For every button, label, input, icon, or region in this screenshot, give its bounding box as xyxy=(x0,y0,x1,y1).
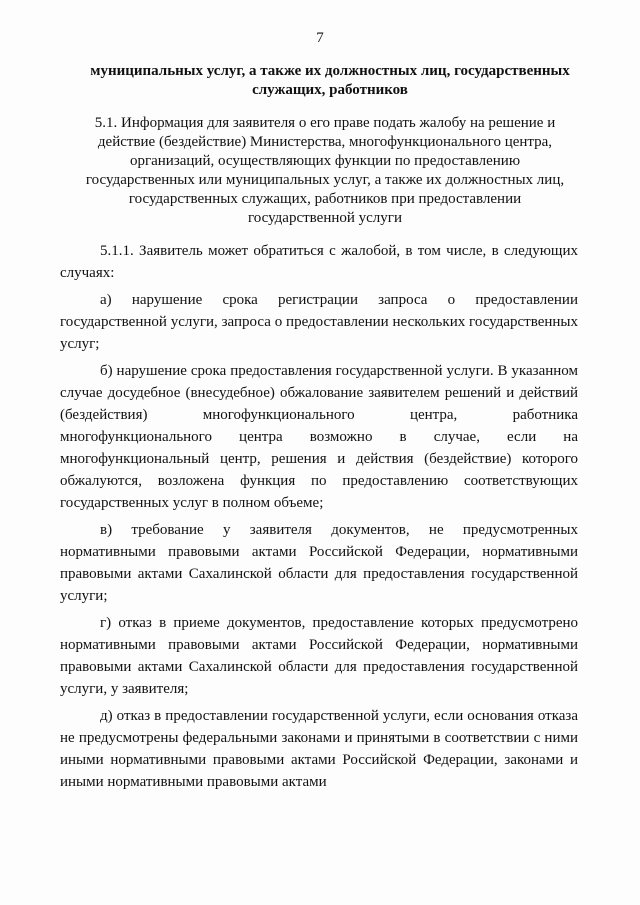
paragraph: в) требование у заявителя документов, не предусмотренных нормативными правовыми актами Российской Федерации, нормативными правовыми актами Сахалинской области для предоставления государственной услуги; xyxy=(60,522,578,604)
body-text xyxy=(60,240,578,794)
page-number: 7 xyxy=(316,30,324,46)
section-heading-line: служащих, работников xyxy=(252,82,408,98)
subsection-heading xyxy=(60,114,590,228)
subsection-heading-line: государственных служащих, работников при предоставлении xyxy=(128,191,522,207)
subsection-heading-line: 5.1. Информация для заявителя о его праве подать жалобу на решение и xyxy=(94,115,556,131)
paragraph: б) нарушение срока предоставления государственной услуги. В указанном случае досудебное (внесудебное) обжалование заявителем решений и действий (бездействия) многофункционального центра, работника многофункционального центра возможно в случае, если на многофункциональный центр, решения и действия (бездействие) которого обжалуются, возложена функция по предоставлению соответствующих государственных услуг в полном объеме; xyxy=(60,363,578,511)
subsection-heading-line: государственных или муниципальных услуг, а также их должностных лиц, xyxy=(85,172,565,188)
section-heading xyxy=(80,62,580,100)
subsection-heading-line: организаций, осуществляющих функции по предоставлению xyxy=(129,153,521,169)
paragraph: 5.1.1. Заявитель может обратиться с жалобой, в том числе, в следующих случаях: xyxy=(60,243,578,281)
subsection-heading-line: действие (бездействие) Министерства, многофункционального центра, xyxy=(97,134,553,150)
paragraph: д) отказ в предоставлении государственной услуги, если основания отказа не предусмотрены федеральными законами и принятыми в соответствии с ними иными нормативными правовыми актами Российской Федерации, законами и иными нормативными правовыми актами xyxy=(60,708,578,790)
section-heading-line: муниципальных услуг, а также их должностных лиц, государственных xyxy=(90,63,570,79)
paragraph: г) отказ в приеме документов, предоставление которых предусмотрено нормативными правовыми актами Российской Федерации, нормативными правовыми актами Сахалинской области для предоставления государственной услуги, у заявителя; xyxy=(60,615,578,697)
paragraph: а) нарушение срока регистрации запроса о предоставлении государственной услуги, запроса о предоставлении нескольких государственных услуг; xyxy=(60,292,578,352)
subsection-heading-line: государственной услуги xyxy=(248,210,402,226)
